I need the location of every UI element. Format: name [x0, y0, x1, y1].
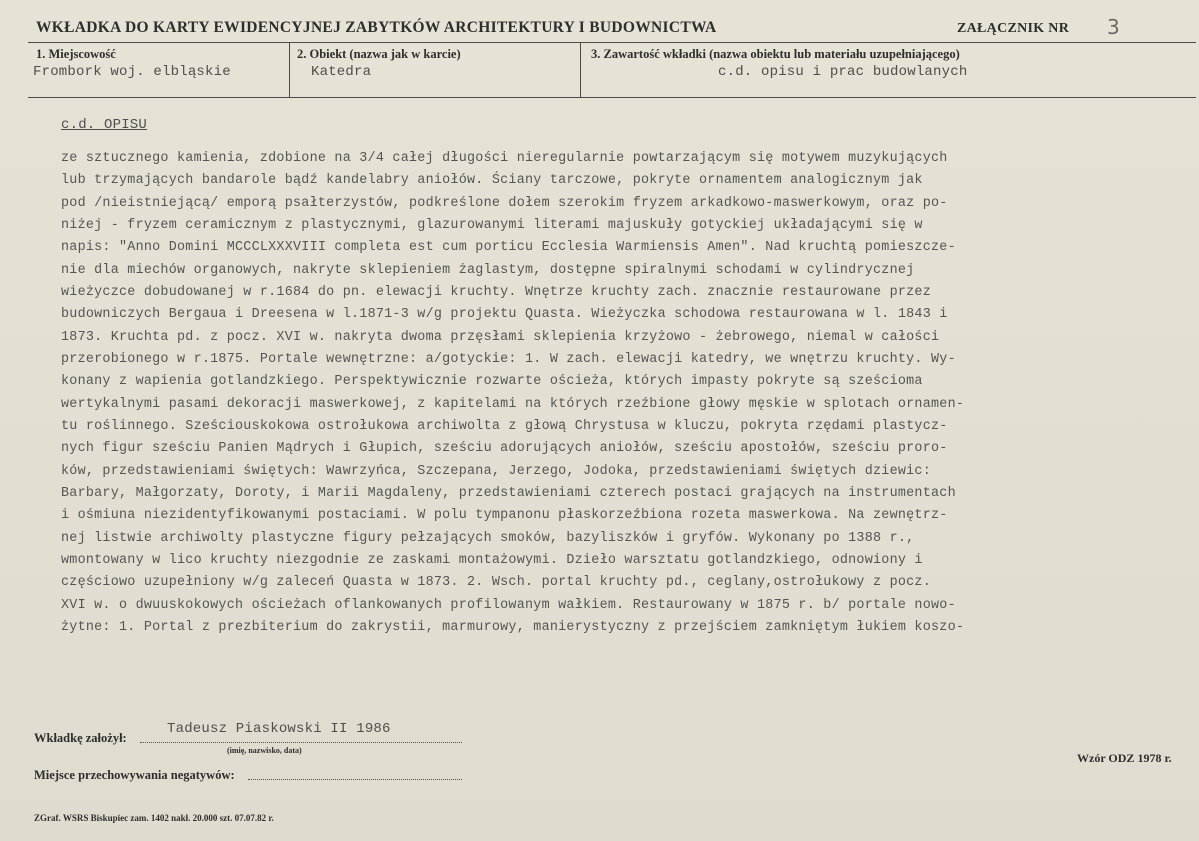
body-line: napis: "Anno Domini MCCCLXXXVIII completa est cum porticu Ecclesia Warmiensis Amen". Nad kruchtą pomieszcze-	[61, 240, 956, 255]
content-label: 3. Zawartość wkładki (nazwa obiektu lub materiału uzupełniającego)	[591, 47, 960, 61]
negatives-label: Miejsce przechowywania negatywów:	[34, 768, 235, 782]
body-line: wmontowany w lico kruchty niezgodnie ze zaskami montażowymi. Dzieło warsztatu gotlandzkiego, odnowiony i	[61, 553, 923, 568]
body-line: niżej - fryzem ceramicznym z plastycznymi, glazurowanymi literami majuskuły gotyckiej układającymi się w	[61, 218, 923, 233]
body-line: XVI w. o dwuuskokowych ościeżach oflankowanych profilowanym wałkiem. Restaurowany w 1875 r. b/ portale nowo-	[61, 598, 956, 613]
model-label: Wzór ODZ 1978 r.	[1077, 751, 1172, 765]
founder-label: Wkładkę założył:	[34, 731, 127, 745]
fields-divider	[28, 97, 1196, 98]
body-line: wieżyczce dobudowanej w r.1684 do pn. elewacji kruchty. Wnętrze kruchty zach. znacznie restaurowane przez	[61, 285, 931, 300]
body-line: wertykalnymi pasami dekoracji maswerkowej, z kapitelami na których rzeźbione głowy męskie w splotach ornamen-	[61, 397, 965, 412]
body-line: przerobionego w r.1875. Portale wewnętrzne: a/gotyckie: 1. W zach. elewacji katedry, we wnętrzu kruchty. Wy-	[61, 352, 956, 367]
header-divider	[28, 42, 1196, 43]
body-line: konany z wapienia gotlandzkiego. Perspektywicznie rozwarte ościeża, których impasty pokryte są sześcioma	[61, 374, 923, 389]
body-line: nej listwie archiwolty plastyczne figury pełzających smoków, bazyliszków i gryfów. Wykonany po 1388 r.,	[61, 531, 915, 546]
founder-dotted-line	[140, 742, 462, 743]
body-line: żytne: 1. Portal z prezbiterium do zakrystii, marmurowy, manierystyczny z przejściem zamkniętym łukiem koszo-	[61, 620, 965, 635]
founder-value: Tadeusz Piaskowski II 1986	[167, 721, 391, 737]
location-value: Frombork woj. elbląskie	[33, 64, 231, 80]
body-line: budowniczych Bergaua i Dreesena w l.1871-3 w/g projektu Quasta. Wieżyczka schodowa restaurowana w l. 1843 i	[61, 307, 948, 322]
negatives-dotted-line	[248, 779, 462, 780]
body-line: i ośmiuna niezidentyfikowanymi postaciami. W polu tympanonu płaskorzeźbiona rozeta maswerkowa. Na zewnętrz-	[61, 508, 948, 523]
attachment-label: ZAŁĄCZNIK NR	[957, 21, 1070, 36]
body-line: nych figur sześciu Panien Mądrych i Głupich, sześciu adorujących aniołów, sześciu apostołów, sześciu proro-	[61, 441, 948, 456]
body-line: częściowo uzupełniony w/g zaleceń Quasta w 1873. 2. Wsch. portal kruchty pd., ceglany,ostrołukowy z pocz.	[61, 575, 931, 590]
content-value: c.d. opisu i prac budowlanych	[718, 64, 968, 80]
printer-info: ZGraf. WSRS Biskupiec zam. 1402 nakł. 20.000 szt. 07.07.82 r.	[34, 813, 274, 823]
form-title: WKŁADKA DO KARTY EWIDENCYJNEJ ZABYTKÓW ARCHITEKTURY I BUDOWNICTWA	[36, 19, 717, 36]
field-divider-2	[580, 42, 581, 98]
body-line: lub trzymających bandarole bądź kandelabry aniołów. Ściany tarczowe, pokryte ornamentem analogicznym jak	[61, 173, 923, 188]
body-line: tu roślinnego. Sześciouskokowa ostrołukowa archiwolta z głową Chrystusa w kluczu, pokryta rzędami plastycz-	[61, 419, 948, 434]
body-line: 1873. Kruchta pd. z pocz. XVI w. nakryta dwoma przęsłami sklepienia krzyżowo - żebrowego, niemal w całości	[61, 330, 940, 345]
location-label: 1. Miejscowość	[36, 47, 116, 61]
body-line: Barbary, Małgorzaty, Doroty, i Marii Magdaleny, przedstawieniami czterech postaci grających na instrumentach	[61, 486, 956, 501]
field-divider-1	[289, 42, 290, 98]
object-label: 2. Obiekt (nazwa jak w karcie)	[297, 47, 461, 61]
body-line: pod /nieistniejącą/ emporą psałterzystów, podkreślone dołem szerokim fryzem arkadkowo-maswerkowym, oraz po-	[61, 196, 948, 211]
body-line: ków, przedstawieniami świętych: Wawrzyńca, Szczepana, Jerzego, Jodoka, przedstawieniami świętych dziewic:	[61, 464, 931, 479]
body-heading: c.d. OPISU	[61, 117, 148, 133]
object-value: Katedra	[311, 64, 372, 80]
attachment-number: 3	[1107, 15, 1120, 39]
body-line: ze sztucznego kamienia, zdobione na 3/4 całej długości nieregularnie powtarzającym się motywem muzykujących	[61, 151, 948, 166]
founder-caption: (imię, nazwisko, data)	[227, 746, 302, 755]
body-line: nie dla miechów organowych, nakryte sklepieniem żaglastym, dostępne spiralnymi schodami w cylindrycznej	[61, 263, 915, 278]
